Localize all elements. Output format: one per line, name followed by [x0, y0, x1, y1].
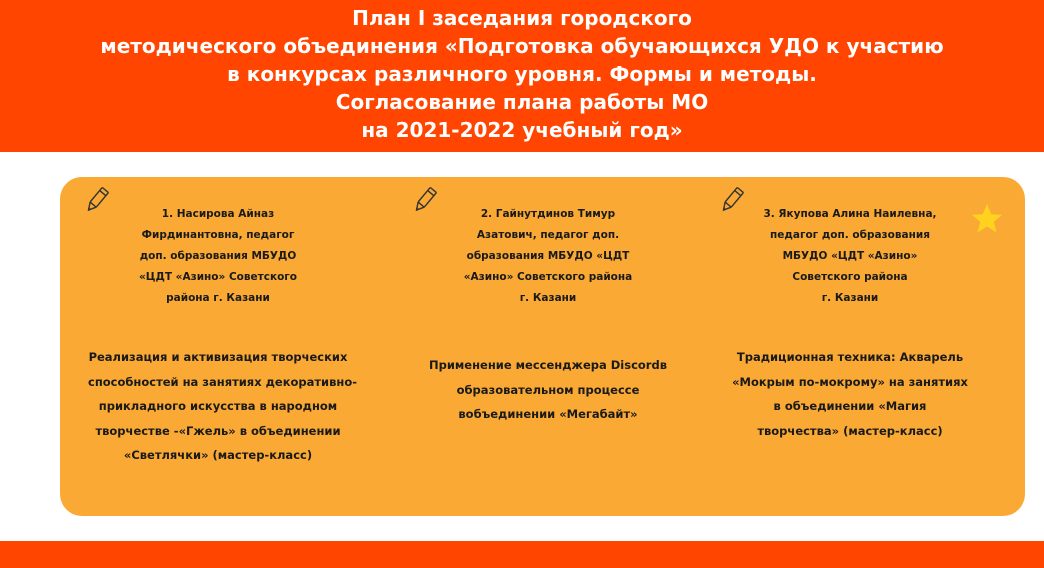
slide-title — [0, 0, 1044, 144]
title-line: Согласование плана работы МО — [335, 90, 709, 114]
title-line: на 2021-2022 учебный год» — [361, 118, 683, 142]
speaker-2-line: Азатович, педагог доп. — [476, 229, 620, 241]
topic-1-line: способностей на занятиях декоративно- — [88, 374, 358, 389]
speaker-1-line: доп. образования МБУДО — [139, 250, 297, 262]
topic-2 — [418, 353, 678, 427]
slide-header — [0, 0, 1044, 152]
speaker-2-line: образования МБУДО «ЦДТ — [466, 250, 630, 262]
topic-1 — [88, 345, 358, 468]
speaker-2-line: «Азино» Советского района — [463, 271, 633, 283]
topic-1-line: творчестве -«Гжель» в объединении — [95, 423, 341, 438]
topic-2-line: вобъединении «Мегабайт» — [458, 407, 638, 421]
speaker-2-line: 2. Гайнутдинов Тимур — [480, 208, 616, 220]
speaker-3-line: МБУДО «ЦДТ «Азино» — [782, 250, 918, 262]
topic-2-line: Применение мессенджера Discordв — [428, 358, 667, 372]
topic-3-line: Традиционная техника: Акварель — [736, 350, 964, 364]
pencil-icon — [410, 185, 440, 215]
speaker-3-info — [740, 204, 960, 309]
topic-3 — [720, 345, 980, 443]
speaker-3-line: Советского района — [792, 271, 908, 283]
topic-3-line: «Мокрым по-мокрому» на занятиях — [732, 374, 968, 389]
speaker-3-line: педагог доп. образования — [770, 229, 930, 241]
topic-1-line: Реализация и активизация творческих — [88, 350, 348, 364]
speaker-1-line: Фирдинантовна, педагог — [141, 229, 295, 241]
star-icon — [970, 202, 1004, 236]
topic-3-line: в объединении «Магия — [773, 399, 927, 413]
topic-2-line: образовательном процессе — [456, 382, 640, 397]
title-line: методического объединения «Подготовка обучающихся УДО к участию — [100, 34, 944, 58]
topic-3-line: творчества» (мастер-класс) — [757, 423, 943, 438]
title-line: План I заседания городского — [352, 6, 692, 30]
speaker-2-line: г. Казани — [519, 292, 577, 304]
topic-1-line: «Светлячки» (мастер-класс) — [123, 448, 313, 462]
speaker-1-info — [108, 204, 328, 309]
speaker-1-line: 1. Насирова Айназ — [161, 208, 275, 220]
speaker-1-line: района г. Казани — [166, 292, 270, 304]
speaker-1-line: «ЦДТ «Азино» Советского — [138, 271, 297, 283]
speaker-3-line: г. Казани — [821, 292, 879, 304]
agenda-card — [60, 177, 1025, 516]
speaker-3-line: 3. Якупова Алина Наилевна, — [763, 208, 937, 220]
topic-1-line: прикладного искусства в народном — [98, 399, 338, 413]
title-line: в конкурсах различного уровня. Формы и методы. — [227, 62, 817, 86]
speaker-2-info — [438, 204, 658, 309]
slide-footer-bar — [0, 541, 1044, 568]
